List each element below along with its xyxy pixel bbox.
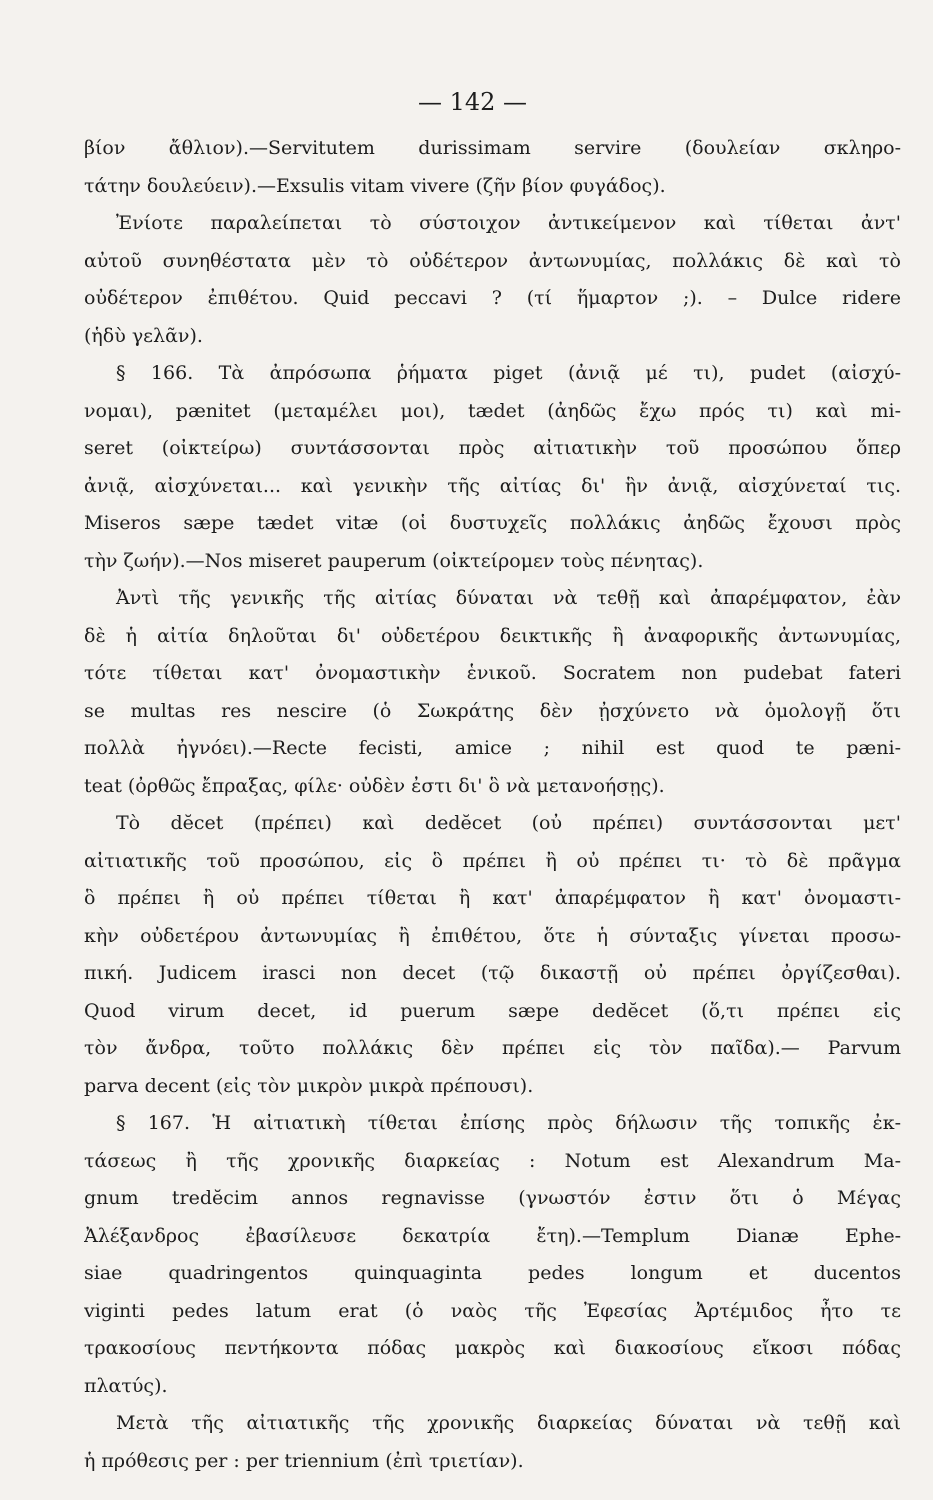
text-line: οὐδέτερον ἐπιθέτου. Quid peccavi ? (τί ἥμαρτον ;). – Dulce ridere [84, 287, 901, 309]
text-line: νομαι), pænitet (μεταμέλει μοι), tædet (ἀηδῶς ἔχω πρός τι) καὶ mi- [84, 399, 901, 422]
text-line: αἰτιατικῆς τοῦ προσώπου, εἰς ὃ πρέπει ἢ οὐ πρέπει τι· τὸ δὲ πρᾶγμα [84, 849, 901, 872]
text-line: πολλὰ ἠγνόει).—Recte fecisti, amice ; nihil est quod te pæni- [84, 737, 901, 759]
text-line: τὸν ἄνδρα, τοῦτο πολλάκις δὲν πρέπει εἰς τὸν παῖδα).— Parvum [84, 1037, 901, 1059]
text-line: gnum tredĕcim annos regnavisse (γνωστόν ἐστιν ὅτι ὁ Μέγας [84, 1187, 901, 1209]
text-line: § 167. Ἡ αἰτιατικὴ τίθεται ἐπίσης πρὸς δήλωσιν τῆς τοπικῆς ἐκ- [116, 1112, 901, 1134]
text-line: ἀνιᾷ, αἰσχύνεται... καὶ γενικὴν τῆς αἰτίας δι' ἣν ἀνιᾷ, αἰσχύνεταί τις. [84, 474, 901, 497]
text-line: siae quadringentos quinquaginta pedes longum et ducentos [84, 1262, 901, 1284]
text-line: ὃ πρέπει ἢ οὐ πρέπει τίθεται ἢ κατ' ἀπαρέμφατον ἢ κατ' ὀνομαστι- [84, 887, 901, 909]
text-line: ἡ πρόθεσις per : per triennium (ἐπὶ τριετίαν). [84, 1449, 524, 1472]
text-line: Ἀντὶ τῆς γενικῆς τῆς αἰτίας δύναται νὰ τεθῇ καὶ ἀπαρέμφατον, ἐὰν [116, 587, 901, 609]
text-line: Miseros sæpe tædet vitæ (οἱ δυστυχεῖς πολλάκις ἀηδῶς ἔχουσι πρὸς [84, 512, 901, 534]
text-line: τρακοσίους πεντήκοντα πόδας μακρὸς καὶ διακοσίους εἴκοσι πόδας [84, 1337, 901, 1359]
text-line: πική. Judicem irasci non decet (τῷ δικαστῇ οὐ πρέπει ὀργίζεσθαι). [84, 962, 901, 984]
text-line: § 166. Τὰ ἀπρόσωπα ῥήματα piget (ἀνιᾷ μέ τι), pudet (αἰσχύ- [116, 362, 901, 384]
text-line: τὴν ζωήν).—Nos miseret pauperum (οἰκτείρομεν τοὺς πένητας). [84, 549, 704, 572]
text-line: κὴν οὐδετέρου ἀντωνυμίας ἢ ἐπιθέτου, ὅτε ἡ σύνταξις γίνεται προσω- [84, 924, 901, 947]
text-line: Quod virum decet, id puerum sæpe dedĕcet (ὅ,τι πρέπει εἰς [84, 999, 901, 1022]
text-line: parva decent (εἰς τὸν μικρὸν μικρὰ πρέπουσι). [84, 1074, 534, 1097]
page-body-text [84, 130, 901, 1480]
text-line: πλατύς). [84, 1374, 168, 1397]
text-line: τάτην δουλεύειν).—Exsulis vitam vivere (ζῆν βίον φυγάδος). [84, 174, 666, 197]
page-number: — 142 — [417, 88, 528, 116]
text-line: Τὸ dĕcet (πρέπει) καὶ dedĕcet (οὐ πρέπει) συντάσσονται μετ' [116, 812, 901, 834]
text-line: teat (ὀρθῶς ἔπραξας, φίλε· οὐδὲν ἐστι δι' ὃ νὰ μετανοήσῃς). [84, 774, 665, 797]
text-line: (ἡδὺ γελᾶν). [84, 324, 203, 347]
text-line: se multas res nescire (ὁ Σωκράτης δὲν ᾐσχύνετο νὰ ὁμολογῇ ὅτι [84, 699, 901, 722]
text-line: βίον ἄθλιον).—Servitutem durissimam servire (δουλείαν σκληρο- [84, 137, 901, 159]
text-line: Ἀλέξανδρος ἐβασίλευσε δεκατρία ἔτη).—Templum Dianæ Ephe- [84, 1224, 901, 1247]
text-line: δὲ ἡ αἰτία δηλοῦται δι' οὐδετέρου δεικτικῆς ἢ ἀναφορικῆς ἀντωνυμίας, [84, 624, 901, 647]
text-line: viginti pedes latum erat (ὁ ναὸς τῆς Ἐφεσίας Ἀρτέμιδος ἦτο τε [84, 1299, 901, 1322]
text-line: seret (οἰκτείρω) συντάσσονται πρὸς αἰτιατικὴν τοῦ προσώπου ὅπερ [84, 437, 901, 459]
text-line: Μετὰ τῆς αἰτιατικῆς τῆς χρονικῆς διαρκείας δύναται νὰ τεθῇ καὶ [116, 1412, 901, 1434]
text-line: Ἐνίοτε παραλείπεται τὸ σύστοιχον ἀντικείμενον καὶ τίθεται ἀντ' [116, 212, 901, 234]
text-line: τότε τίθεται κατ' ὀνομαστικὴν ἑνικοῦ. Socratem non pudebat fateri [84, 662, 901, 684]
text-line: αὐτοῦ συνηθέστατα μὲν τὸ οὐδέτερον ἀντωνυμίας, πολλάκις δὲ καὶ τὸ [84, 249, 901, 272]
text-line: τάσεως ἢ τῆς χρονικῆς διαρκείας : Notum est Alexandrum Ma- [84, 1149, 901, 1172]
